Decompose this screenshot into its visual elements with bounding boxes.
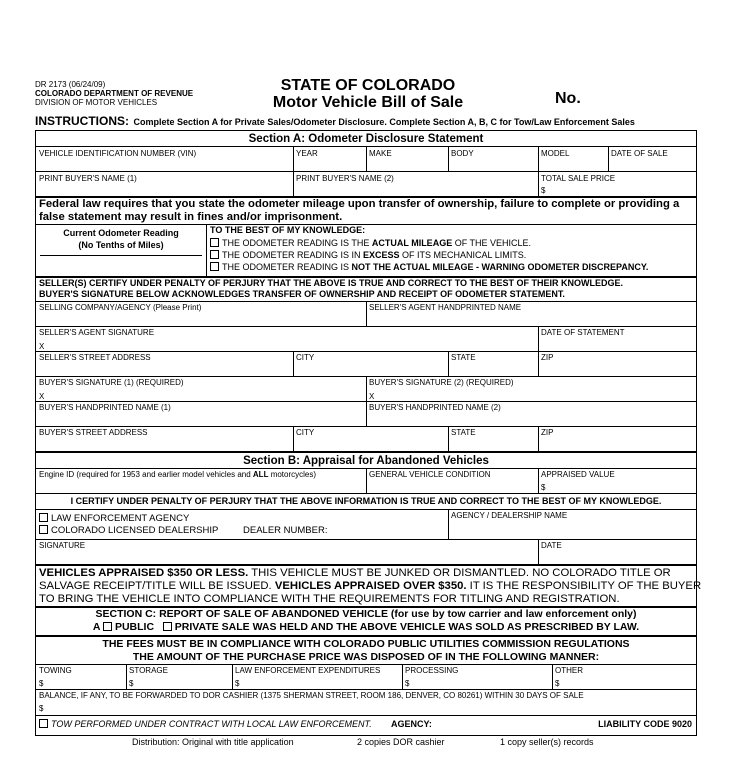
- other-dollar: $: [555, 679, 560, 688]
- buyer-signature-1-x: X: [39, 392, 45, 401]
- buyer-state-label: STATE: [451, 428, 476, 437]
- knowledge-heading: TO THE BEST OF MY KNOWLEDGE:: [210, 225, 366, 235]
- agency-label: AGENCY:: [391, 719, 432, 729]
- total-sale-price-dollar: $: [541, 186, 546, 195]
- processing-dollar: $: [405, 679, 410, 688]
- buyer-name-2-label: PRINT BUYER'S NAME (2): [296, 174, 394, 183]
- buyer-signature-1-label: BUYER'S SIGNATURE (1) (REQUIRED): [39, 378, 184, 387]
- dealership-option[interactable]: COLORADO LICENSED DEALERSHIP: [39, 525, 218, 537]
- federal-law-notice: Federal law requires that you state the odometer mileage upon transfer of ownership, failure to complete or providing a false statement may result in fines and/or imprisonment.: [39, 198, 680, 223]
- page-subtitle: Motor Vehicle Bill of Sale: [272, 94, 464, 111]
- sale-type-options: A PUBLIC PRIVATE SALE WAS HELD AND THE ABOVE VEHICLE WAS SOLD AS PRESCRIBED BY LAW.: [92, 621, 640, 633]
- date-of-sale-label: DATE OF SALE: [611, 149, 668, 158]
- agency-dealership-name-label: AGENCY / DEALERSHIP NAME: [451, 511, 568, 520]
- buyer-signature-2-x: X: [369, 392, 375, 401]
- checkbox-icon[interactable]: [39, 513, 48, 522]
- checkbox-icon[interactable]: [210, 262, 219, 271]
- instructions-label: INSTRUCTIONS:: [35, 114, 129, 128]
- year-label: YEAR: [296, 149, 318, 158]
- storage-dollar: $: [129, 679, 134, 688]
- balance-label: BALANCE, IF ANY, TO BE FORWARDED TO DOR CASHIER (1375 SHERMAN STREET, ROOM 186, DENVER, CO 80261) WITHIN 30 DAYS OF SALE: [39, 691, 584, 700]
- towing-label: TOWING: [39, 666, 72, 675]
- towing-dollar: $: [39, 679, 44, 688]
- form-id: DR 2173 (06/24/09): [35, 80, 106, 89]
- general-condition-label: GENERAL VEHICLE CONDITION: [369, 470, 491, 479]
- body-label: BODY: [451, 149, 474, 158]
- distribution-seller: 1 copy seller(s) records: [500, 737, 594, 747]
- odometer-option-not-actual[interactable]: THE ODOMETER READING IS NOT THE ACTUAL MILEAGE - WARNING ODOMETER DISCREPANCY.: [210, 261, 648, 273]
- section-b-certify: I CERTIFY UNDER PENALTY OF PERJURY THAT THE ABOVE INFORMATION IS TRUE AND CORRECT TO THE BEST OF MY KNOWLEDGE.: [70, 496, 662, 506]
- section-c-title: SECTION C: REPORT OF SALE OF ABANDONED VEHICLE (for use by tow carrier and law enforcement only): [95, 608, 637, 620]
- buyer-handprinted-1-label: BUYER'S HANDPRINTED NAME (1): [39, 403, 171, 412]
- buyer-handprinted-2-label: BUYER'S HANDPRINTED NAME (2): [369, 403, 501, 412]
- department-name: COLORADO DEPARTMENT OF REVENUE: [35, 89, 194, 98]
- liability-code: LIABILITY CODE 9020: [598, 719, 692, 729]
- odometer-option-actual[interactable]: THE ODOMETER READING IS THE ACTUAL MILEAGE OF THE VEHICLE.: [210, 237, 531, 249]
- total-sale-price-label: TOTAL SALE PRICE: [541, 174, 616, 183]
- buyer-street-label: BUYER'S STREET ADDRESS: [39, 428, 148, 437]
- odometer-label-line2: (No Tenths of Miles): [78, 240, 164, 250]
- agent-handprinted-label: SELLER'S AGENT HANDPRINTED NAME: [369, 303, 522, 312]
- seller-zip-label: ZIP: [541, 353, 554, 362]
- seller-state-label: STATE: [451, 353, 476, 362]
- checkbox-icon[interactable]: [210, 238, 219, 247]
- checkbox-icon[interactable]: [210, 250, 219, 259]
- law-expenditures-dollar: $: [235, 679, 240, 688]
- seller-certify-statement: SELLER(S) CERTIFY UNDER PENALTY OF PERJURY THAT THE ABOVE IS TRUE AND CORRECT TO THE BEST OF THEIR KNOWLEDGE. BUYER'S SIGNATURE BELOW ACKNOWLEDGES TRANSFER OF OWNERSHIP AND RECEIPT OF ODOMETER STATEMENT.: [39, 278, 624, 299]
- public-checkbox-icon[interactable]: [103, 622, 112, 631]
- section-b-signature-label: SIGNATURE: [39, 541, 86, 550]
- agent-signature-x: X: [39, 342, 45, 351]
- dealer-number-label: DEALER NUMBER:: [243, 525, 328, 536]
- appraised-value-label: APPRAISED VALUE: [541, 470, 615, 479]
- section-a-title: Section A: Odometer Disclosure Statement: [248, 133, 484, 145]
- make-label: MAKE: [369, 149, 392, 158]
- law-enforcement-option[interactable]: LAW ENFORCEMENT AGENCY: [39, 513, 189, 525]
- storage-label: STORAGE: [129, 666, 168, 675]
- instructions-text: Complete Section A for Private Sales/Odometer Disclosure. Complete Section A, B, C for Tow/Law Enforcement Sales: [133, 117, 635, 127]
- appraisal-notice: VEHICLES APPRAISED $350 OR LESS. THIS VEHICLE MUST BE JUNKED OR DISMANTLED. NO COLORADO TITLE OR SALVAGE RECEIPT/TITLE WILL BE ISSUED. VEHICLES APPRAISED OVER $350. IT IS THE RESPONSIBILITY OF THE BUYER TO BRING THE VEHICLE INTO COMPLIANCE WITH THE REQUIREMENTS FOR TITLING AND REGISTRATION.: [39, 567, 702, 605]
- other-label: OTHER: [555, 666, 583, 675]
- odometer-label-line1: Current Odometer Reading: [63, 228, 179, 238]
- buyer-signature-2-label: BUYER'S SIGNATURE (2) (REQUIRED): [369, 378, 514, 387]
- balance-dollar: $: [39, 704, 44, 713]
- odometer-option-excess[interactable]: THE ODOMETER READING IS IN EXCESS OF ITS MECHANICAL LIMITS.: [210, 249, 526, 261]
- date-of-statement-label: DATE OF STATEMENT: [541, 328, 625, 337]
- private-checkbox-icon[interactable]: [163, 622, 172, 631]
- tow-contract-option[interactable]: TOW PERFORMED UNDER CONTRACT WITH LOCAL LAW ENFORCEMENT.: [39, 719, 372, 730]
- instructions: [35, 112, 635, 130]
- odometer-reading-label: [36, 227, 206, 251]
- page-title: STATE OF COLORADO: [280, 77, 456, 94]
- processing-label: PROCESSING: [405, 666, 459, 675]
- buyer-name-1-label: PRINT BUYER'S NAME (1): [39, 174, 137, 183]
- engine-id-label: Engine ID (required for 1953 and earlier model vehicles and ALL motorcycles): [39, 470, 317, 479]
- law-expenditures-label: LAW ENFORCEMENT EXPENDITURES: [235, 666, 381, 675]
- agent-signature-label: SELLER'S AGENT SIGNATURE: [39, 328, 155, 337]
- checkbox-icon[interactable]: [39, 525, 48, 534]
- selling-company-label: SELLING COMPANY/AGENCY (Please Print): [39, 303, 202, 312]
- model-label: MODEL: [541, 149, 570, 158]
- odometer-reading-input[interactable]: [40, 255, 202, 274]
- distribution-cashier: 2 copies DOR cashier: [357, 737, 445, 747]
- buyer-city-label: CITY: [296, 428, 315, 437]
- distribution-original: Distribution: Original with title application: [132, 737, 294, 747]
- vin-label: VEHICLE IDENTIFICATION NUMBER (VIN): [39, 149, 197, 158]
- seller-street-label: SELLER'S STREET ADDRESS: [39, 353, 151, 362]
- appraised-value-dollar: $: [541, 483, 546, 492]
- checkbox-icon[interactable]: [39, 719, 48, 728]
- buyer-zip-label: ZIP: [541, 428, 554, 437]
- bill-of-sale-form: [35, 130, 702, 736]
- division-name: DIVISION OF MOTOR VEHICLES: [35, 98, 158, 107]
- section-b-title: Section B: Appraisal for Abandoned Vehicles: [243, 455, 489, 467]
- section-b-date-label: DATE: [541, 541, 562, 550]
- fees-notice: THE FEES MUST BE IN COMPLIANCE WITH COLORADO PUBLIC UTILITIES COMMISSION REGULATIONS THE AMOUNT OF THE PURCHASE PRICE WAS DISPOSED OF IN THE FOLLOWING MANNER:: [102, 638, 630, 663]
- form-number-label: No.: [555, 90, 581, 107]
- seller-city-label: CITY: [296, 353, 315, 362]
